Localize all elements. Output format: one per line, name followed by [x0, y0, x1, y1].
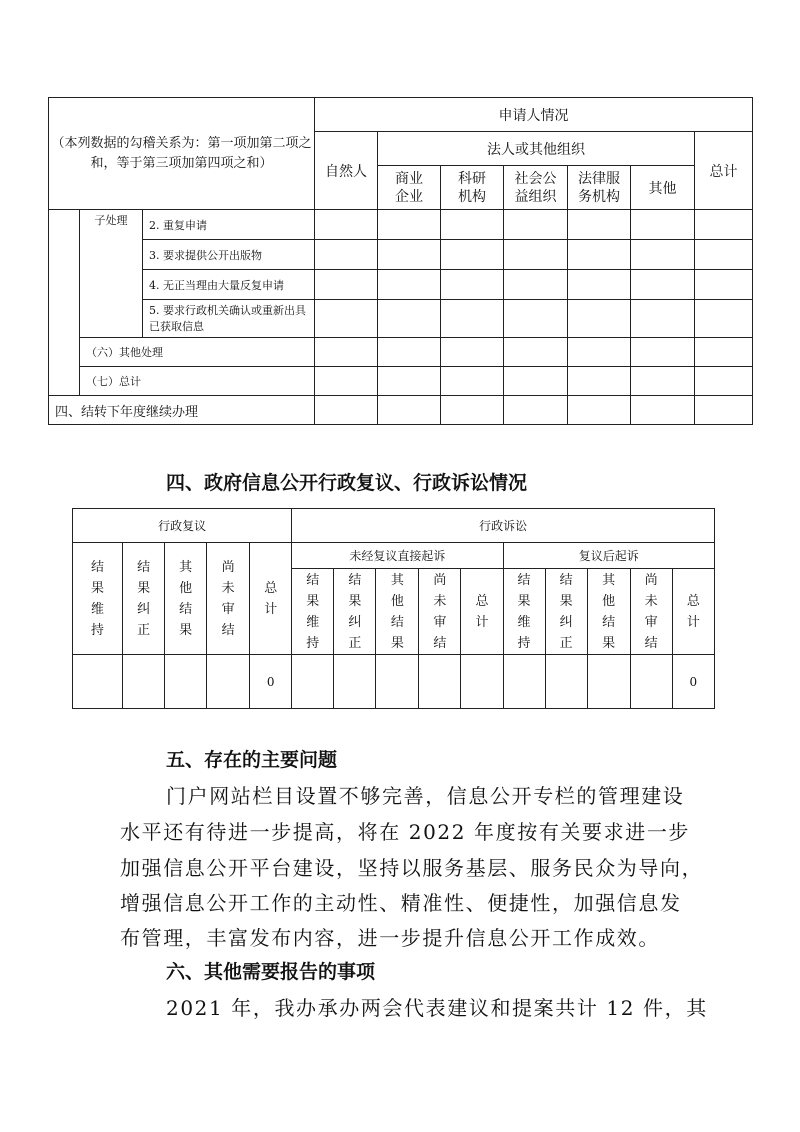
natural-person-header: 自然人 [315, 132, 378, 210]
paragraph-line: 门户网站栏目设置不够完善，信息公开专栏的管理建设 [166, 784, 685, 808]
admin-litigation-header: 行政诉讼 [292, 509, 715, 543]
litigation-col: 结 果 纠 正 [545, 569, 587, 655]
col-public-welfare: 社会公益组织 [504, 166, 568, 210]
section4-heading: 四、政府信息公开行政复议、行政诉讼情况 [166, 472, 528, 494]
review-total-value: 0 [250, 655, 292, 709]
litigation-col: 结 果 维 持 [292, 569, 334, 655]
paragraph-line: 水平还有待进一步提高，将在 2022 年度按有关要求进一步 [120, 820, 691, 844]
litigation-col: 其 他 结 果 [376, 569, 419, 655]
applicant-header: 申请人情况 [315, 98, 753, 132]
litigation-col: 其 他 结 果 [587, 569, 630, 655]
row-label: 2. 重复申请 [143, 210, 315, 240]
review-litigation-table [72, 508, 715, 709]
direct-suit-header: 未经复议直接起诉 [292, 543, 503, 569]
paragraph-line: 增强信息公开工作的主动性、精准性、便捷性，加强信息发 [120, 891, 682, 915]
row-label: 4. 无正当理由大量反复申请 [143, 270, 315, 300]
section6-heading: 六、其他需要报告的事项 [166, 961, 376, 983]
review-col: 结 果 维 持 [73, 543, 123, 655]
after-review-suit-header: 复议后起诉 [503, 543, 714, 569]
paragraph-line: 布管理，丰富发布内容，进一步提升信息公开工作成效。 [120, 926, 660, 950]
col-research: 科研机构 [441, 166, 504, 210]
col-legal-service: 法律服务机构 [568, 166, 631, 210]
litigation-col: 总 计 [461, 569, 503, 655]
litigation-col: 尚 未 审 结 [419, 569, 461, 655]
subtotal-label: （七）总计 [80, 367, 315, 396]
carryover-label: 四、结转下年度继续办理 [49, 396, 315, 425]
admin-review-header: 行政复议 [73, 509, 292, 543]
review-col: 结 果 纠 正 [123, 543, 165, 655]
litigation-col: 总 计 [672, 569, 714, 655]
row-label: 5. 要求行政机关确认或重新出具已获取信息 [143, 300, 315, 338]
review-col: 其 他 结 果 [165, 543, 207, 655]
col-other: 其他 [631, 166, 695, 210]
blank-indent [49, 210, 80, 396]
litigation-col: 尚 未 审 结 [630, 569, 672, 655]
paragraph-line: 加强信息公开平台建设，坚持以服务基层、服务民众为导向， [120, 856, 704, 880]
col-business: 商业企业 [378, 166, 441, 210]
litigation-col: 结 果 纠 正 [334, 569, 376, 655]
review-col: 尚 未 审 结 [207, 543, 250, 655]
legal-org-header: 法人或其他组织 [378, 132, 695, 166]
other-handling-label: （六）其他处理 [80, 338, 315, 367]
paragraph-line: 2021 年，我办承办两会代表建议和提案共计 12 件，其 [166, 996, 708, 1020]
section5-heading: 五、存在的主要问题 [166, 749, 338, 771]
litigation-col: 结 果 维 持 [503, 569, 545, 655]
litigation-total-value: 0 [672, 655, 714, 709]
review-col: 总 计 [250, 543, 292, 655]
row-label: 3. 要求提供公开出版物 [143, 240, 315, 270]
table-note: （本列数据的勾稽关系为：第一项加第二项之和，等于第三项加第四项之和） [49, 98, 315, 210]
applicant-stats-table [48, 97, 753, 425]
total-header: 总计 [695, 132, 753, 210]
sub-handling-label: 子处理 [80, 210, 143, 338]
